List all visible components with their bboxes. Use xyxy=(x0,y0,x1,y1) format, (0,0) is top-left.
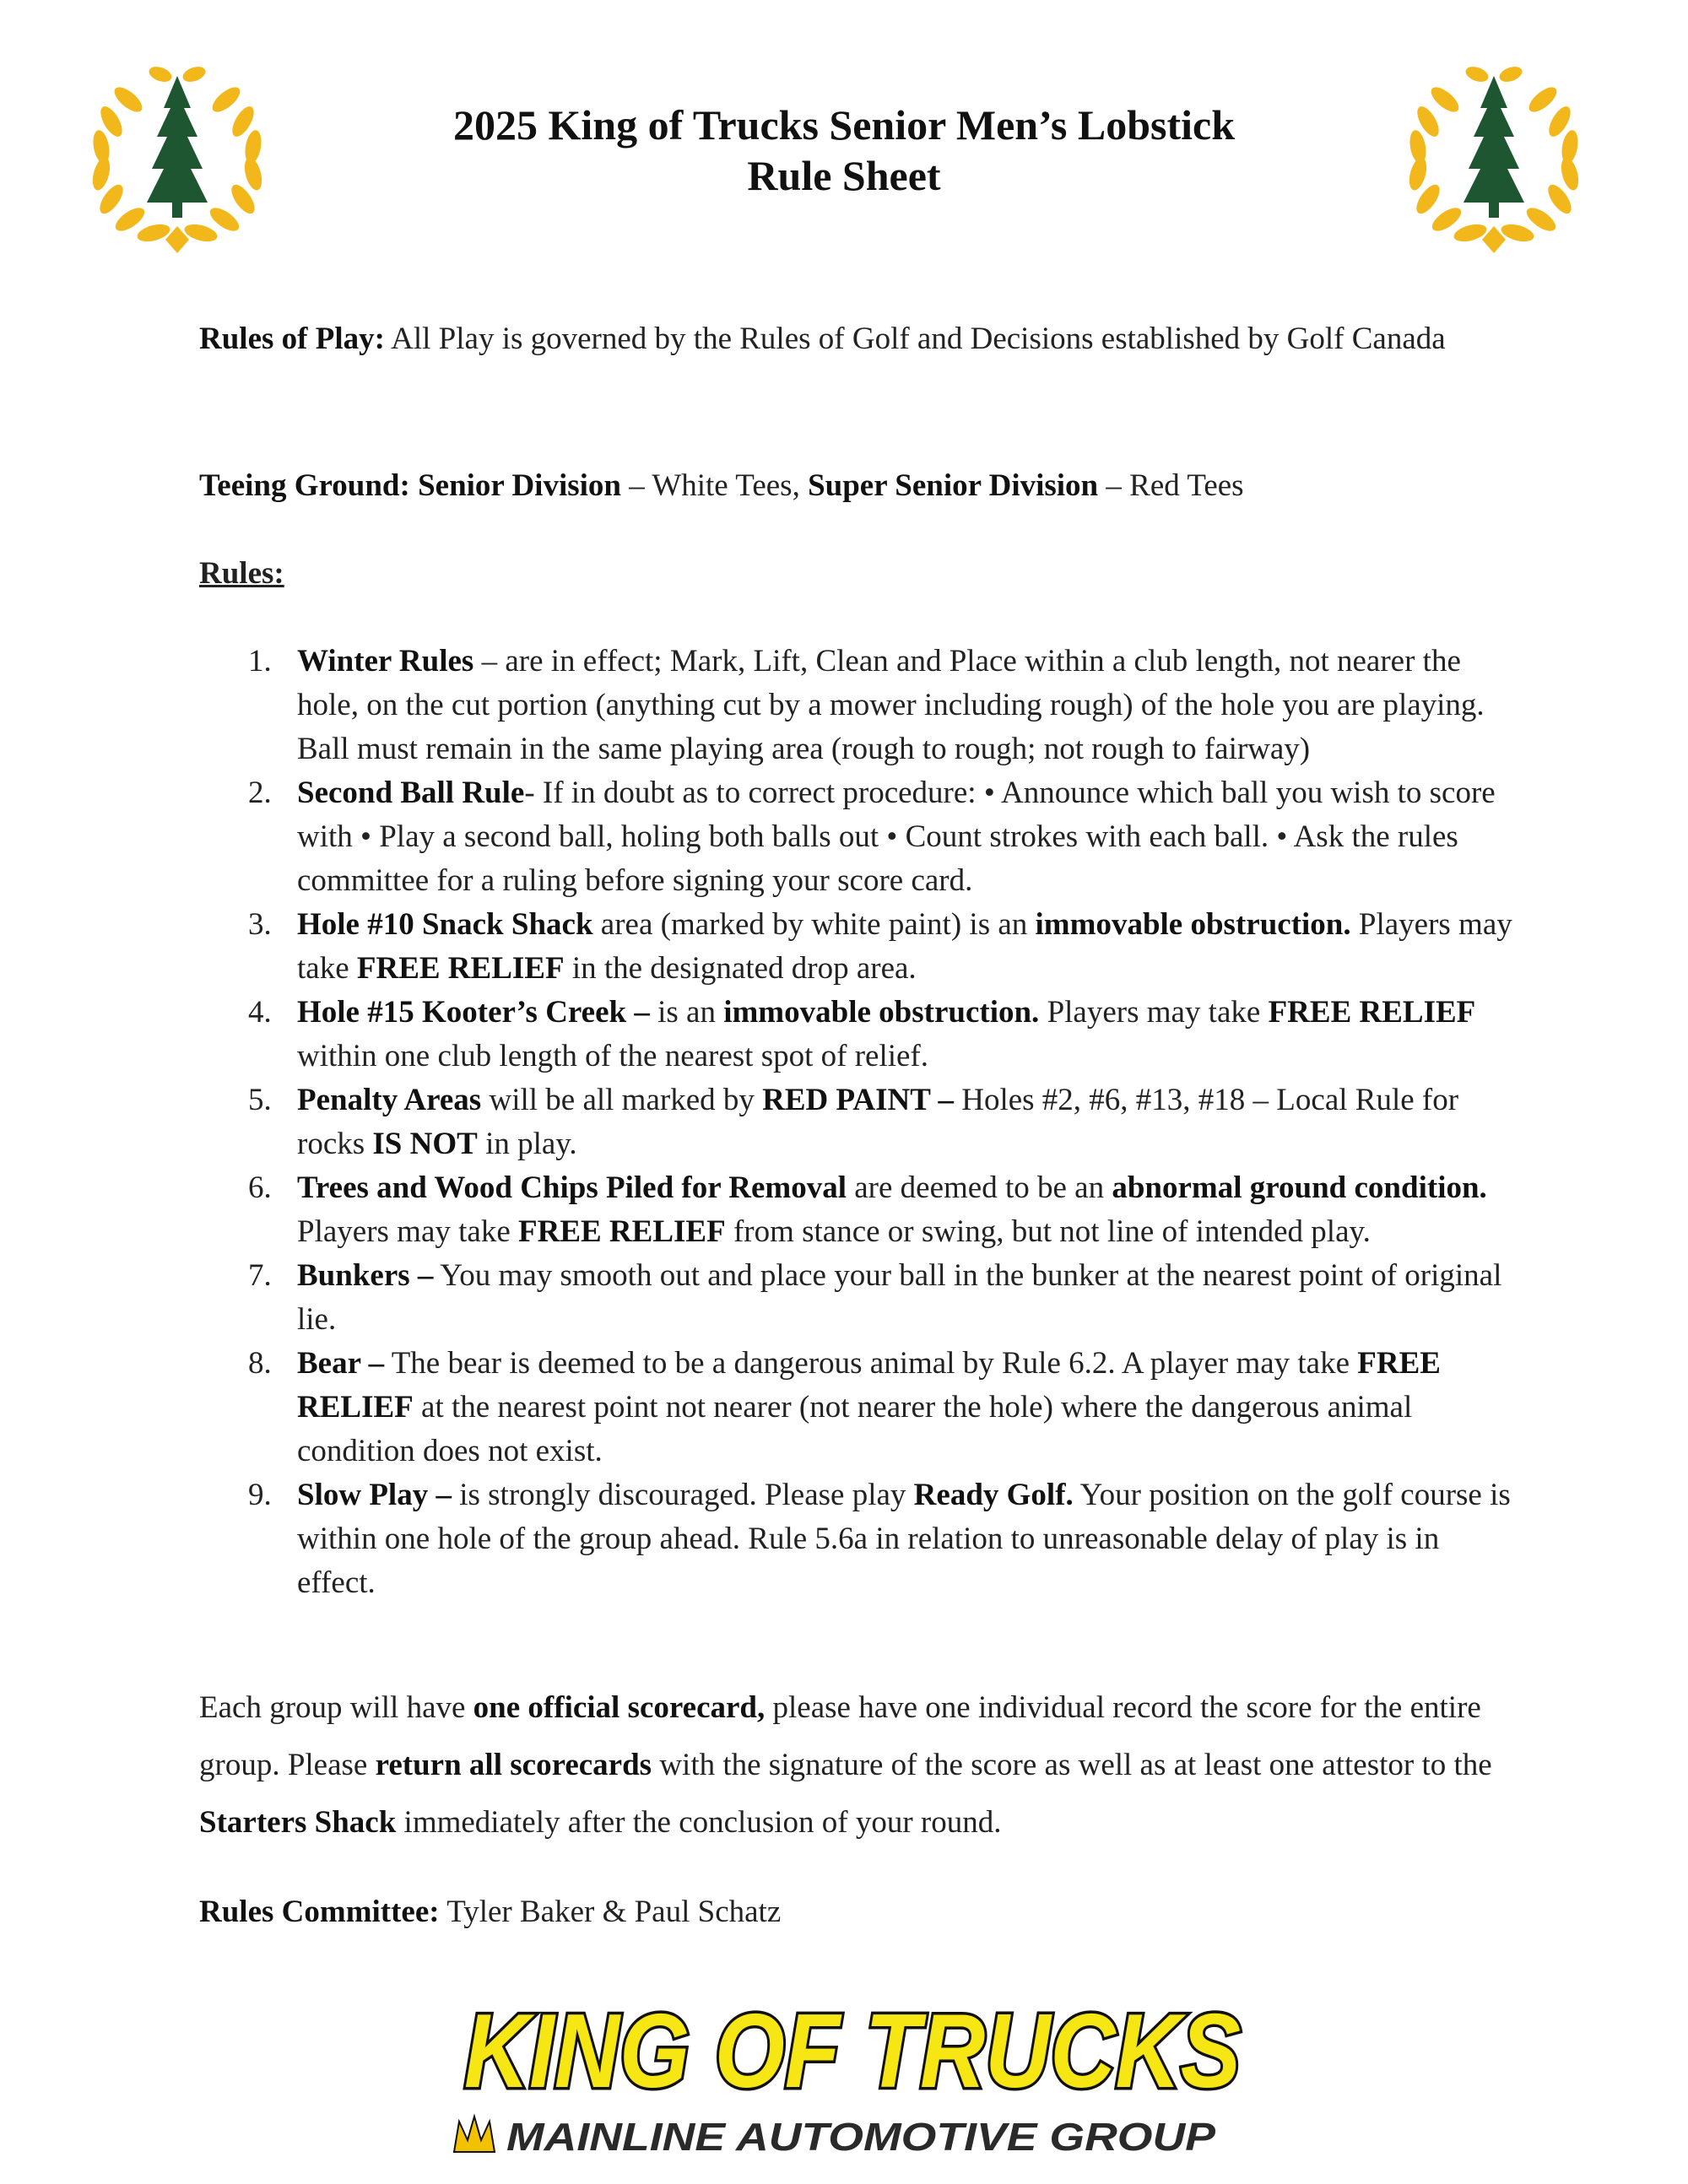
list-number: 3. xyxy=(248,907,272,942)
list-number: 8. xyxy=(248,1346,272,1381)
rule-bold-text: FREE RELIEF xyxy=(1268,995,1476,1030)
list-number: 4. xyxy=(248,995,272,1030)
rule-text: Players may take xyxy=(297,907,1512,986)
rule-bold-text: FREE RELIEF xyxy=(297,1346,1441,1424)
rule-bold-text: IS NOT xyxy=(372,1127,478,1161)
rule-bold-text: abnormal ground condition. xyxy=(1112,1170,1487,1205)
rule-text: within one club length of the nearest spot of relief. xyxy=(297,1039,929,1073)
list-item xyxy=(199,640,1516,771)
rule-bold-text: immovable obstruction. xyxy=(723,995,1040,1030)
list-item xyxy=(199,991,1516,1078)
crown-icon xyxy=(454,2116,495,2152)
logo-sub-text: MAINLINE AUTOMOTIVE GROUP xyxy=(506,2115,1216,2159)
list-item xyxy=(199,1078,1516,1166)
scorecard-bold-text: one official scorecard, xyxy=(473,1690,766,1725)
list-number: 9. xyxy=(248,1478,272,1512)
rules-committee-label: Rules Committee: xyxy=(199,1895,440,1929)
scorecard-text: please have one individual record the score for the entire group. Please xyxy=(199,1690,1481,1782)
rule-text: in the designated drop area. xyxy=(564,951,917,986)
rule-text: The bear is deemed to be a dangerous animal by Rule 6.2. A player may take xyxy=(384,1346,1358,1381)
super-senior-division-label: Super Senior Division xyxy=(808,468,1099,503)
scorecard-text: with the signature of the score as well as at least one attestor to the xyxy=(652,1748,1492,1782)
rule-bold-text: Ready Golf. xyxy=(913,1478,1074,1512)
rule-bold-text: Trees and Wood Chips Piled for Removal xyxy=(297,1170,847,1205)
rules-heading-text: Rules: xyxy=(199,556,284,591)
title-line-2: Rule Sheet xyxy=(747,152,941,199)
rule-text: area (marked by white paint) is an xyxy=(592,907,1036,942)
rule-text: is strongly discouraged. Please play xyxy=(451,1478,914,1512)
rule-bold-text: Bunkers – xyxy=(297,1258,434,1293)
teeing-ground-label: Teeing Ground: xyxy=(199,468,410,503)
pine-tree-laurel-wreath-icon xyxy=(1393,52,1595,255)
rule-bold-text: Slow Play – xyxy=(297,1478,452,1512)
rule-text: Holes #2, #6, #13, #18 – Local Rule for rocks xyxy=(297,1083,1459,1161)
rules-of-play-text: All Play is governed by the Rules of Golf and Decisions established by Golf Canada xyxy=(384,322,1446,356)
scorecard-text: immediately after the conclusion of your round. xyxy=(396,1805,1002,1840)
list-number: 5. xyxy=(248,1083,272,1117)
title-line-1: 2025 King of Trucks Senior Men’s Lobstick xyxy=(452,101,1236,149)
rule-bold-text: RED PAINT – xyxy=(762,1083,954,1117)
list-item xyxy=(199,1342,1516,1473)
rule-bold-text: Penalty Areas xyxy=(297,1083,482,1117)
rule-text: will be all marked by xyxy=(481,1083,763,1117)
rule-text: are deemed to be an xyxy=(847,1170,1112,1205)
rules-of-play-paragraph xyxy=(199,311,1516,368)
list-item xyxy=(199,1473,1516,1605)
list-number: 2. xyxy=(248,776,272,810)
rule-text: You may smooth out and place your ball in the bunker at the nearest point of original lie. xyxy=(297,1258,1502,1337)
rule-text: in play. xyxy=(477,1127,577,1161)
rule-text: is an xyxy=(649,995,724,1030)
list-item xyxy=(199,903,1516,991)
scorecard-bold-text: return all scorecards xyxy=(375,1748,652,1782)
teeing-ground-paragraph xyxy=(199,464,1516,508)
rules-committee-names: Tyler Baker & Paul Schatz xyxy=(439,1895,782,1929)
rule-bold-text: Winter Rules xyxy=(297,644,474,678)
scorecard-text: Each group will have xyxy=(199,1690,473,1725)
scorecard-paragraph xyxy=(199,1679,1516,1852)
rule-text: Your position on the golf course is within one hole of the group ahead. Rule 5.6a in relation to unreasonable delay of play is in effect. xyxy=(297,1478,1511,1600)
rules-of-play-label: Rules of Play: xyxy=(199,322,385,356)
rule-bold-text: Hole #10 Snack Shack xyxy=(297,907,593,942)
rule-text: Players may take xyxy=(1039,995,1269,1030)
super-senior-division-text: – Red Tees xyxy=(1098,468,1244,503)
king-of-trucks-logo xyxy=(439,1973,1249,2167)
pine-tree-laurel-wreath-icon xyxy=(76,52,279,255)
senior-division-text: – White Tees, xyxy=(620,468,809,503)
list-item xyxy=(199,1254,1516,1342)
list-number: 7. xyxy=(248,1258,272,1293)
list-number: 6. xyxy=(248,1170,272,1205)
rule-bold-text: FREE RELIEF xyxy=(356,951,565,986)
rule-text: at the nearest point not nearer (not nearer the hole) where the dangerous animal condition does not exist. xyxy=(297,1390,1413,1468)
rules-list xyxy=(199,640,1516,1605)
rule-bold-text: Hole #15 Kooter’s Creek – xyxy=(297,995,650,1030)
senior-division-label: Senior Division xyxy=(409,468,621,503)
list-item xyxy=(199,1166,1516,1254)
list-number: 1. xyxy=(248,644,272,678)
rule-text: from stance or swing, but not line of intended play. xyxy=(725,1214,1371,1249)
rule-bold-text: Second Ball Rule xyxy=(297,776,525,810)
list-item xyxy=(199,771,1516,903)
rule-bold-text: FREE RELIEF xyxy=(518,1214,726,1249)
rule-bold-text: immovable obstruction. xyxy=(1035,907,1351,942)
logo-main-text: KING OF TRUCKS xyxy=(464,1993,1241,2110)
rule-bold-text: Bear – xyxy=(297,1346,385,1381)
rule-text: Players may take xyxy=(297,1214,518,1249)
page-title xyxy=(338,100,1350,201)
rule-text: - If in doubt as to correct procedure: • Announce which ball you wish to score with • Play a second ball, holing both balls out • Count strokes with each ball. • Ask the rules committee for a ruling before signing your score card. xyxy=(297,776,1496,898)
rules-committee-paragraph xyxy=(199,1890,1516,1934)
scorecard-bold-text: Starters Shack xyxy=(199,1805,397,1840)
rule-text: – are in effect; Mark, Lift, Clean and Place within a club length, not nearer the hole, on the cut portion (anything cut by a mower including rough) of the hole you are playing. Ball must remain in the same playing area (rough to rough; not rough to fairway) xyxy=(297,644,1485,766)
rules-heading xyxy=(199,552,1516,596)
